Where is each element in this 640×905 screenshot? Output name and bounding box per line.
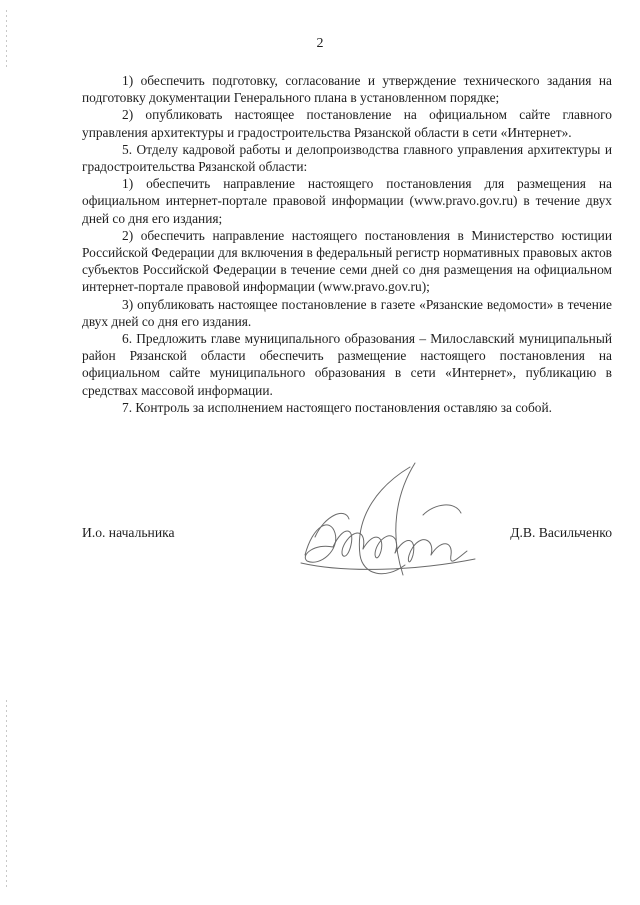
paragraph-6: 3) опубликовать настоящее постановление в газете «Рязанские ведомости» в течение двух дней со дня его издания. [82,296,612,329]
signatory-name: Д.В. Васильченко [510,525,612,540]
paragraph-7: 6. Предложить главе муниципального образования – Милославский муниципальный район Рязанской области обеспечить размещение настоящего постановления на официальном сайте муниципального образования в сети «Интернет», публикацию в средствах массовой информации. [82,331,612,398]
paragraph-4: 1) обеспечить направление настоящего постановления для размещения на официальном интернет-портале правовой информации (www.pravo.gov.ru) в течение двух дней со дня его издания; [82,176,612,226]
paragraph-3: 5. Отделу кадровой работы и делопроизводства главного управления архитектуры и градостроительства Рязанской области: [82,141,612,175]
paragraph-8: 7. Контроль за исполнением настоящего постановления оставляю за собой. [122,399,553,415]
scan-margin-mark-bottom [6,700,7,890]
document-body [82,72,612,416]
signatory-title: И.о. начальника [82,525,175,540]
signature-block [82,525,612,545]
paragraph-5: 2) обеспечить направление настоящего постановления в Министерство юстиции Российской Федерации для включения в федеральный регистр нормативных правовых актов субъектов Российской Федерации в течение семи дней со дня размещения на официальном интернет-портале правовой информации (www.pravo.gov.ru); [82,227,612,295]
page-number: 2 [316,36,324,51]
paragraph-1: 1) обеспечить подготовку, согласование и утверждение технического задания на подготовку документации Генерального плана в установленном порядке; [82,73,612,106]
paragraph-2: 2) опубликовать настоящее постановление на официальном сайте главного управления архитектуры и градостроительства Рязанской области в сети «Интернет». [82,107,612,140]
